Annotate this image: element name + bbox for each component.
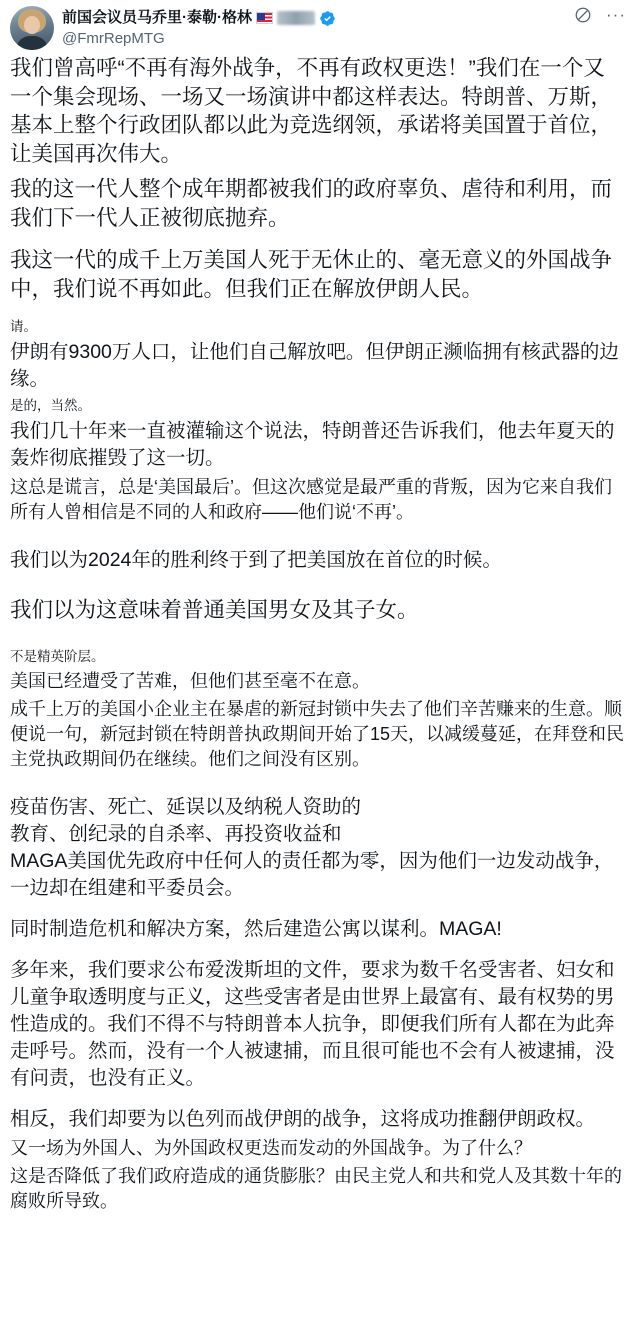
us-flag-icon (256, 12, 273, 24)
tweet-paragraph: 这总是谎言，总是‘美国最后’。但这次感觉是最严重的背叛，因为它来自我们所有人曾相信是不同的人和政府——他们说‘不再’。 (10, 477, 612, 522)
tweet-paragraph: 美国已经遭受了苦难，但他们甚至毫不在意。 (10, 670, 370, 691)
tweet-paragraph: 我们以为2024年的胜利终于到了把美国放在首位的时候。 (10, 549, 502, 571)
tweet-paragraph: 我这一代的成千上万美国人死于无休止的、毫无意义的外国战争中，我们说不再如此。但我们正在解放伊朗人民。 (10, 248, 613, 301)
author-display-name[interactable]: 前国会议员马乔里·泰勒·格林 (62, 9, 252, 26)
avatar-face (24, 16, 40, 34)
tweet-paragraph: 不是精英阶层。 (10, 648, 105, 664)
tweet-actions (574, 6, 626, 24)
tweet-header (0, 0, 636, 52)
tweet-paragraph: 伊朗有9300万人口，让他们自己解放吧。但伊朗正濒临拥有核武器的边缘。 (10, 341, 619, 390)
tweet-paragraph: 我的这一代人整个成年期都被我们的政府辜负、虐待和利用，而我们下一代人正被彻底抛弃。 (10, 177, 613, 230)
author-handle[interactable]: @FmrRepMTG (62, 30, 165, 47)
hide-icon[interactable] (574, 6, 592, 24)
tweet-paragraph: 同时制造危机和解决方案，然后建造公寓以谋利。MAGA! (10, 917, 502, 940)
author-block (62, 6, 626, 49)
blurred-name-redaction (277, 11, 315, 25)
tweet-paragraph: 多年来，我们要求公布爱泼斯坦的文件，要求为数千名受害者、妇女和儿童争取透明度与正义，这些受害者是由世界上最富有、最有权势的男性造成的。我们不得不与特朗普本人抗争，即便我们所有人都在为此奔走呼号。然而，没有一个人被逮捕，而且很可能也不会有人被逮捕，没有问责，也没有正义。 (10, 958, 615, 1089)
tweet-paragraph: 又一场为外国人、为外国政权更迭而发动的外国战争。为了什么？ (10, 1137, 532, 1158)
tweet-paragraph: 教育、创纪录的自杀率、再投资收益和 (10, 822, 342, 845)
avatar[interactable] (10, 6, 54, 50)
tweet-paragraph: 相反，我们却要为以色列而战伊朗的战争，这将成功推翻伊朗政权。 (10, 1107, 596, 1130)
verified-badge-icon (319, 10, 336, 27)
tweet-paragraph: MAGA美国优先政府中任何人的责任都为零，因为他们一边发动战争，一边却在组建和平委员会。 (10, 849, 614, 899)
tweet-paragraph: 成千上万的美国小企业主在暴虐的新冠封锁中失去了他们辛苦赚来的生意。顺便说一句，新冠封锁在特朗普执政期间开始了15天，以减缓蔓延，在拜登和民主党执政期间仍在继续。他们之间没有区别。 (10, 698, 625, 769)
avatar-body (16, 36, 48, 50)
tweet-paragraph: 我们几十年来一直被灌输这个说法，特朗普还告诉我们，他去年夏天的轰炸彻底摧毁了这一切。 (10, 420, 615, 469)
author-name-line (62, 5, 626, 28)
tweet-body (0, 52, 636, 1224)
tweet-paragraph: 这是否降低了我们政府造成的通货膨胀？由民主党人和共和党人及其数十年的腐败所导致。 (10, 1165, 622, 1211)
more-options-icon[interactable]: ··· (606, 5, 626, 24)
tweet-paragraph: 疫苗伤害、死亡、延误以及纳税人资助的 (10, 795, 362, 818)
tweet-paragraph: 是的，当然。 (10, 398, 91, 413)
tweet-paragraph: 我们曾高呼“不再有海外战争，不再有政权更迭！”我们在一个又一个集会现场、一场又一场演讲中都这样表达。特朗普、万斯，基本上整个行政团队都以此为竞选纲领，承诺将美国置于首位，让美国再次伟大。 (10, 56, 613, 166)
tweet-paragraph: 我们以为这意味着普通美国男女及其子女。 (10, 598, 419, 622)
tweet-paragraph: 请。 (10, 319, 37, 334)
